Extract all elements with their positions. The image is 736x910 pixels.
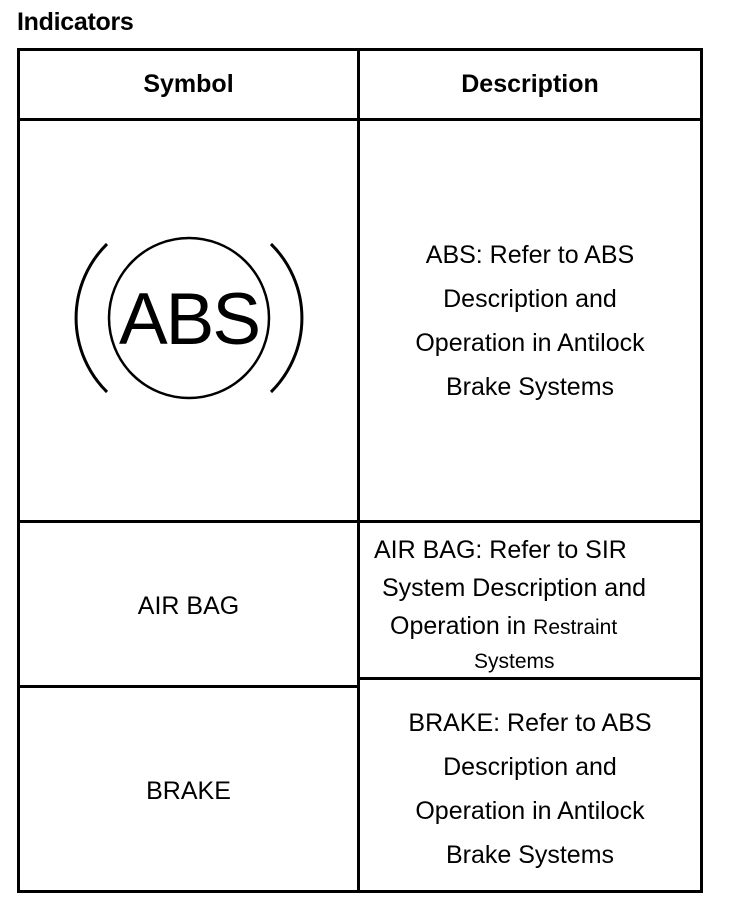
airbag-description [360,531,700,680]
abs-warning-icon [74,236,304,406]
brake-description: BRAKE: Refer to ABS Description and Operation in Antilock Brake Systems [408,709,652,869]
airbag-symbol: AIR BAG [20,523,360,688]
indicator-table [17,48,703,893]
abs-description: ABS: Refer to ABS Description and Operation in Antilock Brake Systems [360,121,700,523]
abs-icon-label: ABS [118,278,259,360]
left-arc [76,244,107,392]
description-column-header: Description [360,51,700,121]
airbag-desc-line-4: Systems [474,650,555,673]
symbol-column-header: Symbol [20,51,360,121]
airbag-desc-line-2: System Description and [382,574,647,602]
airbag-desc-line-3b: Restraint [533,616,618,639]
right-arc [271,244,302,392]
brake-symbol: BRAKE [20,688,360,890]
abs-symbol-cell [20,121,360,523]
page-title: Indicators [17,8,134,36]
airbag-desc-line-3 [374,607,700,647]
airbag-desc-line-1: AIR BAG: Refer to SIR [374,536,627,564]
airbag-desc-line-3a: Operation in [390,612,527,640]
